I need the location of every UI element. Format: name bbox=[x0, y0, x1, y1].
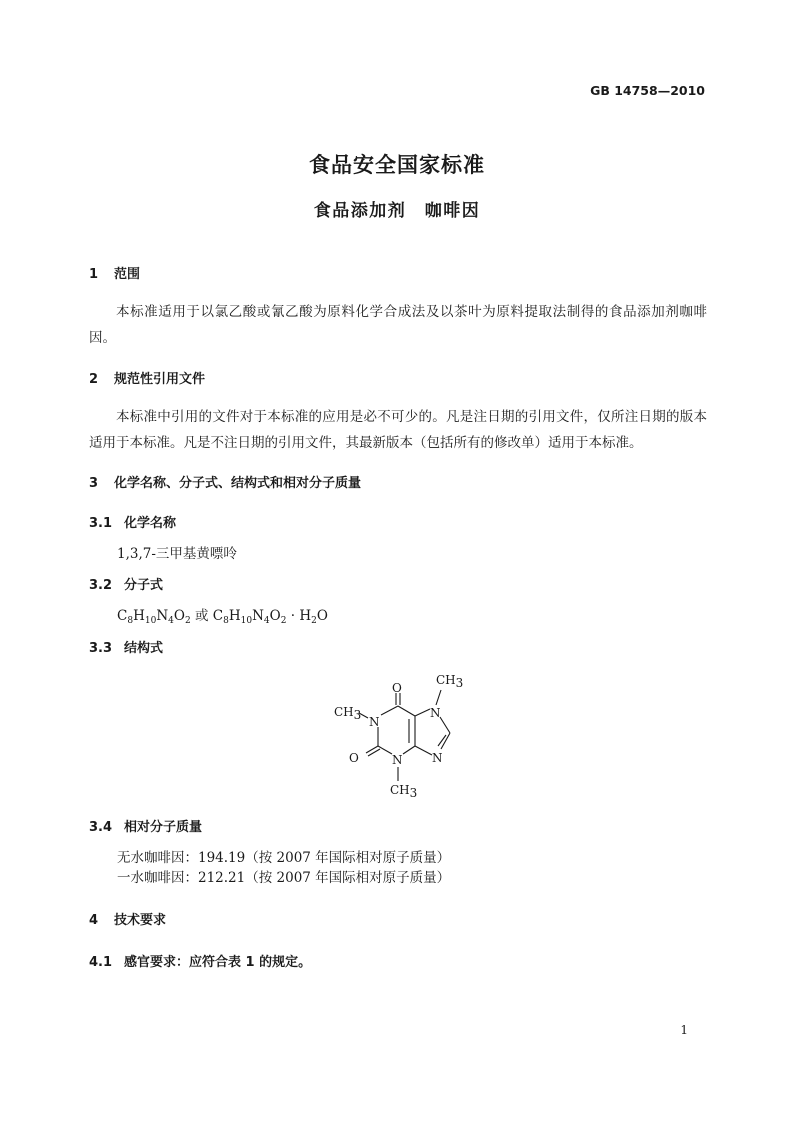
formula-or: 或 bbox=[190, 608, 213, 624]
section-number: 3.1 bbox=[89, 516, 113, 531]
atom-n9: N bbox=[432, 751, 443, 765]
section-number: 4.1 bbox=[89, 955, 113, 970]
molecular-mass-anhydrous: 无水咖啡因：194.19（按 2007 年国际相对原子质量） bbox=[117, 850, 451, 866]
atom-ch3-top: CH3 bbox=[436, 673, 464, 690]
section-number: 2 bbox=[89, 372, 99, 387]
section-title: 技术要求 bbox=[114, 913, 167, 928]
section-number: 3.4 bbox=[89, 820, 113, 835]
section-title: 范围 bbox=[114, 267, 141, 282]
standard-number: GB 14758—2010 bbox=[590, 83, 705, 98]
section-1-paragraph: 本标准适用于以氯乙酸或氰乙酸为原料化学合成法及以茶叶为原料提取法制得的食品添加剂咖啡因。 bbox=[89, 304, 707, 346]
formula-monohydrate: $C_8H_{10}N_4O_2 \cdot H_2O$ bbox=[212, 608, 328, 626]
atom-n3: N bbox=[392, 753, 403, 767]
atom-o2: O bbox=[349, 751, 359, 765]
section-title: 结构式 bbox=[124, 641, 164, 656]
section-3-4-heading bbox=[89, 816, 202, 835]
section-title: 相对分子质量 bbox=[124, 820, 203, 835]
section-4-1-heading bbox=[89, 951, 311, 970]
section-number: 4 bbox=[89, 913, 99, 928]
section-title: 化学名称 bbox=[124, 516, 177, 531]
section-title: 规范性引用文件 bbox=[114, 372, 206, 387]
document-subtitle: 食品添加剂 咖啡因 bbox=[313, 201, 481, 221]
section-number: 3 bbox=[89, 476, 99, 491]
section-title: 感官要求：应符合表 1 的规定。 bbox=[124, 955, 312, 970]
section-2-paragraph: 本标准中引用的文件对于本标准的应用是必不可少的。凡是注日期的引用文件，仅所注日期的版本适用于本标准。凡是不注日期的引用文件，其最新版本（包括所有的修改单）适用于本标准。 bbox=[89, 409, 707, 451]
section-title: 化学名称、分子式、结构式和相对分子质量 bbox=[114, 476, 362, 491]
molecular-mass-monohydrate: 一水咖啡因：212.21（按 2007 年国际相对原子质量） bbox=[117, 870, 451, 886]
atom-ch3-left: CH3 bbox=[334, 705, 362, 722]
atom-n7: N bbox=[430, 706, 441, 720]
structure-bonds bbox=[359, 690, 450, 781]
section-number: 3.3 bbox=[89, 641, 113, 656]
chemical-name: 1,3,7-三甲基黄嘌呤 bbox=[117, 546, 237, 562]
atom-n1: N bbox=[369, 715, 380, 729]
section-number: 3.2 bbox=[89, 578, 113, 593]
document-title: 食品安全国家标准 bbox=[309, 153, 485, 177]
atom-o6: O bbox=[392, 681, 402, 695]
formula-anhydrous: $C_8H_{10}N_4O_2$ bbox=[117, 608, 191, 626]
section-title: 分子式 bbox=[124, 578, 164, 593]
page-number: 1 bbox=[680, 1023, 688, 1037]
section-4-heading bbox=[89, 909, 166, 928]
section-number: 1 bbox=[89, 267, 99, 282]
atom-ch3-bottom: CH3 bbox=[390, 783, 418, 800]
